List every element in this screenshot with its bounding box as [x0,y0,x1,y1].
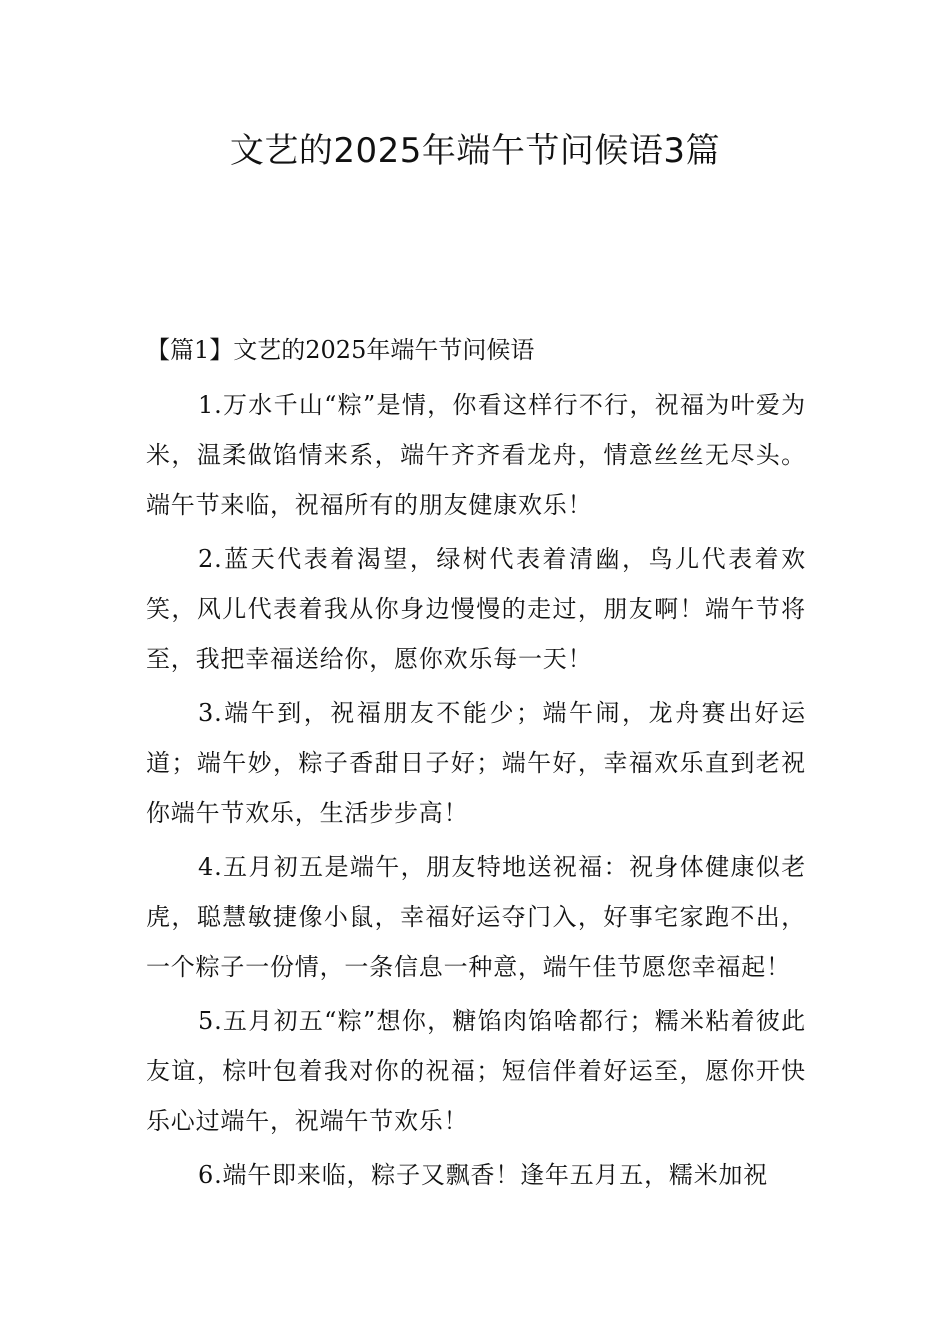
paragraph-5: 5.五月初五“粽”想你，糖馅肉馅啥都行；糯米粘着彼此友谊，棕叶包着我对你的祝福；短信伴着好运至，愿你开快乐心过端午，祝端午节欢乐！ [146,1007,806,1135]
document-title: 文艺的2025年端午节问候语3篇 [229,131,721,171]
paragraph-1: 1.万水千山“粽”是情，你看这样行不行，祝福为叶爱为米，温柔做馅情来系，端午齐齐看龙舟，情意丝丝无尽头。端午节来临，祝福所有的朋友健康欢乐！ [146,391,806,519]
paragraph-3: 3.端午到，祝福朋友不能少；端午闹，龙舟赛出好运道；端午妙，粽子香甜日子好；端午好，幸福欢乐直到老祝你端午节欢乐，生活步步高！ [146,699,806,827]
paragraph-4: 4.五月初五是端午，朋友特地送祝福：祝身体健康似老虎，聪慧敏捷像小鼠，幸福好运夺门入，好事宅家跑不出，一个粽子一份情，一条信息一种意，端午佳节愿您幸福起！ [146,853,806,981]
section-heading: 【篇1】文艺的2025年端午节问候语 [146,336,535,364]
paragraph-2: 2.蓝天代表着渴望，绿树代表着清幽，鸟儿代表着欢笑，风儿代表着我从你身边慢慢的走过，朋友啊！端午节将至，我把幸福送给你，愿你欢乐每一天！ [146,545,806,673]
document-body [146,380,806,1204]
paragraph-6: 6.端午即来临，粽子又飘香！逢年五月五，糯米加祝 [198,1161,769,1189]
